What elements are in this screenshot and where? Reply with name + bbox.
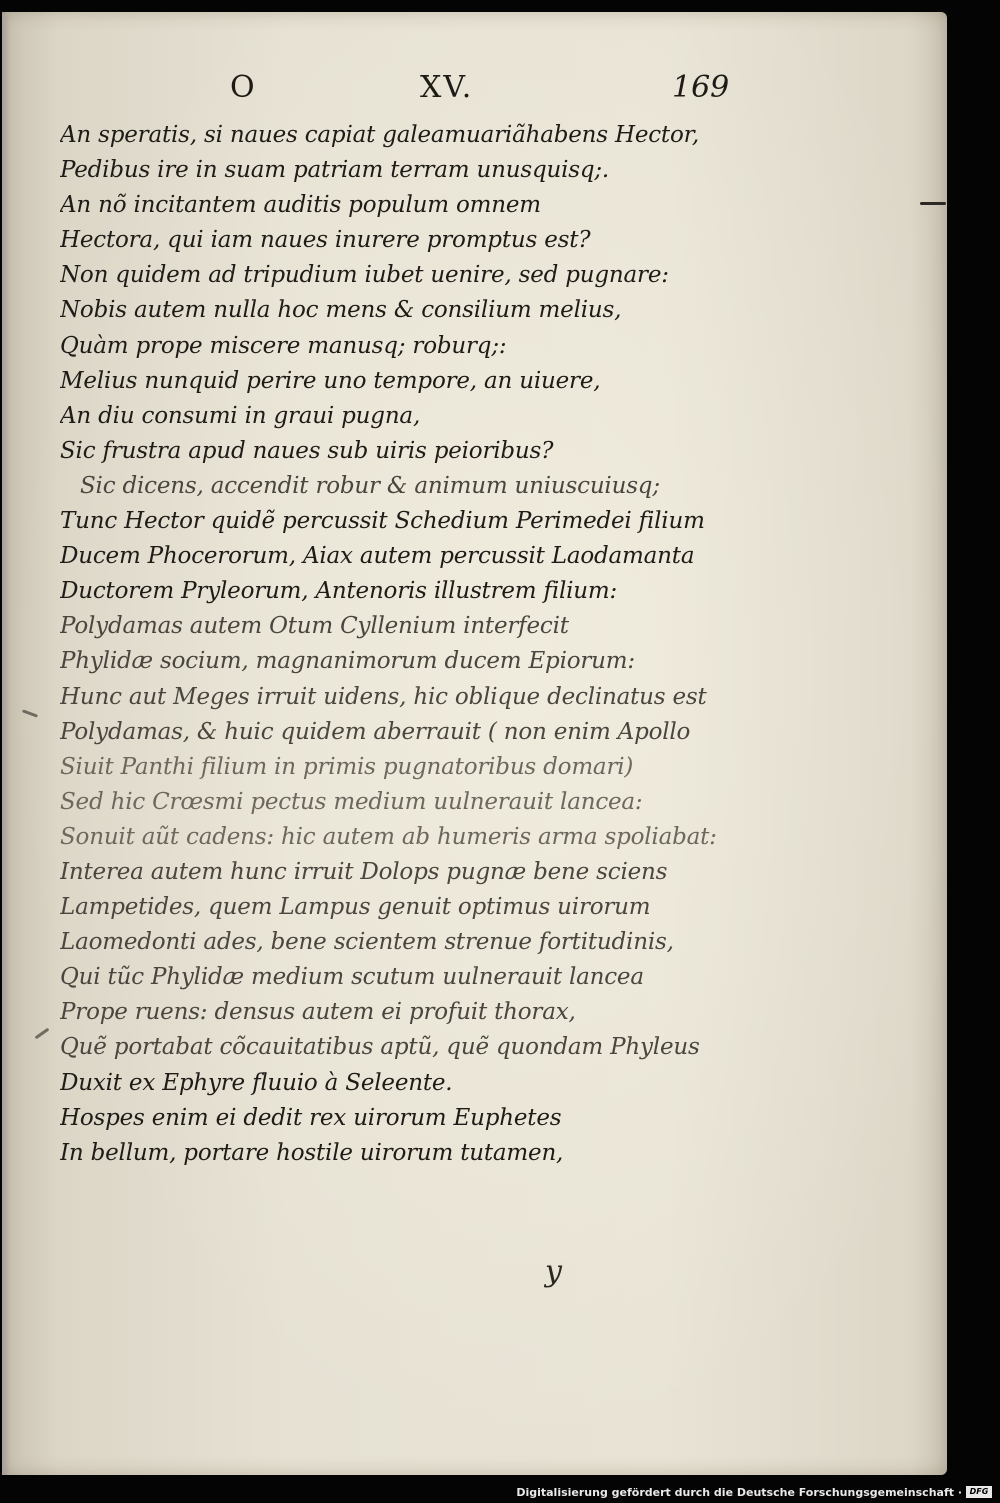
text-line: Pedibus ire in suam patriam terram unusquisq;. [60, 157, 610, 184]
text-line: Siuit Panthi filium in primis pugnatoribus domari) [60, 753, 634, 780]
margin-mark [920, 202, 946, 205]
text-line: Polydamas, & huic quidem aberrauit ( non enim Apollo [60, 718, 691, 745]
text-line: Sic frustra apud naues sub uiris peioribus? [60, 437, 554, 464]
text-line: Laomedonti ades, bene scientem strenue fortitudinis, [60, 929, 674, 956]
text-line: Lampetides, quem Lampus genuit optimus uirorum [60, 894, 651, 921]
text-line: Tunc Hector quidẽ percussit Schedium Perimedei filium [60, 508, 705, 535]
text-line: Non quidem ad tripudium iubet uenire, sed pugnare: [60, 262, 669, 289]
text-line: Sic dicens, accendit robur & animum uniuscuiusq; [80, 472, 660, 499]
text-line: Interea autem hunc irruit Dolops pugnæ bene sciens [60, 858, 668, 885]
folio-number: 169 [672, 70, 730, 105]
text-line: Ductorem Pryleorum, Antenoris illustrem filium: [60, 578, 618, 605]
text-line: An diu consumi in graui pugna, [60, 402, 421, 429]
text-line: Sed hic Crœsmi pectus medium uulnerauit lancea: [60, 788, 643, 815]
verse-text-block [60, 118, 750, 1171]
text-line: In bellum, portare hostile uirorum tutamen, [60, 1139, 564, 1166]
page-gutter-shadow [2, 12, 10, 1475]
dfg-logo: DFG [966, 1486, 992, 1498]
digitization-credit [516, 1484, 992, 1500]
text-line: Duxit ex Ephyre fluuio à Seleente. [60, 1069, 453, 1096]
text-line: An nõ incitantem auditis populum omnem [60, 192, 541, 219]
text-line: An speratis, si naues capiat galeamuariãhabens Hector, [60, 122, 699, 148]
text-line: Melius nunquid perire uno tempore, an uiuere, [60, 367, 601, 394]
text-line: Polydamas autem Otum Cyllenium interfecit [60, 613, 569, 640]
text-line: Hunc aut Meges irruit uidens, hic oblique declinatus est [60, 683, 707, 710]
text-line: Phylidæ socium, magnanimorum ducem Epiorum: [60, 648, 635, 675]
credit-text: Digitalisierung gefördert durch die Deutsche Forschungsgemeinschaft · [516, 1485, 962, 1499]
text-line: Qui tũc Phylidæ medium scutum uulnerauit lancea [60, 964, 644, 991]
book-page [2, 12, 947, 1475]
text-line: Hospes enim ei dedit rex uirorum Euphetes [60, 1104, 562, 1131]
text-line: Sonuit aũt cadens: hic autem ab humeris arma spoliabat: [60, 823, 717, 850]
margin-mark [22, 709, 38, 717]
margin-mark [35, 1028, 50, 1040]
text-line: Prope ruens: densus autem ei profuit thorax, [60, 999, 576, 1026]
running-head-book-number: XV. [420, 70, 474, 105]
text-line: Quàm prope miscere manusq; roburq;: [60, 332, 507, 359]
running-head-left: O [230, 70, 255, 105]
catchword: y [545, 1254, 562, 1289]
text-line: Nobis autem nulla hoc mens & consilium melius, [60, 297, 622, 324]
text-line: Quẽ portabat cõcauitatibus aptũ, quẽ quondam Phyleus [60, 1034, 700, 1061]
text-line: Hectora, qui iam naues inurere promptus est? [60, 227, 591, 254]
text-line: Ducem Phocerorum, Aiax autem percussit Laodamanta [60, 543, 695, 570]
running-head [230, 70, 730, 110]
